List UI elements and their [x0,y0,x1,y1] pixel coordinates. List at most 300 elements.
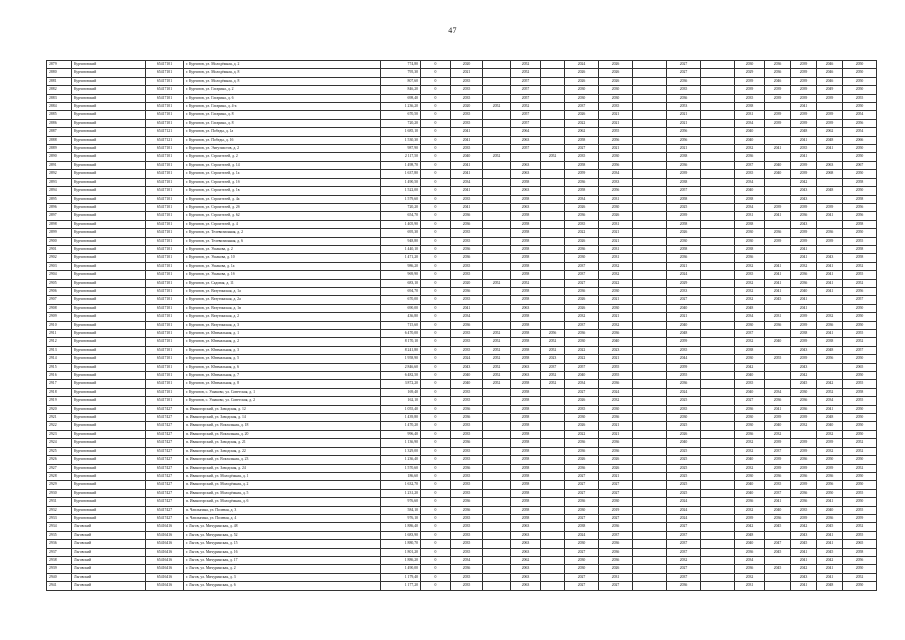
table-cell [633,523,667,531]
table-cell: 2050 [843,414,877,422]
table-cell [701,304,735,312]
table-cell [701,498,735,506]
table-cell: 2052 [483,363,511,371]
table-cell [701,271,735,279]
table-cell: 2036 [565,245,599,253]
table-cell [633,94,667,102]
table-cell: 2032 [735,279,765,287]
table-cell: 2034 [765,388,791,396]
table-cell: 2928 [47,472,72,480]
table-cell: 2927 [47,464,72,472]
table-row [47,556,877,564]
table-row [47,262,877,270]
table-cell: 2022 [565,355,599,363]
table-cell: 2058 [511,212,541,220]
table-cell: 2933 [47,514,72,522]
table-cell: 2041 [791,153,817,161]
table-cell: 2940 [47,573,72,581]
table-cell: 2057 [565,363,599,371]
table-cell [633,77,667,85]
table-cell: 2893 [47,178,72,186]
table-cell: 690,00 [381,304,421,312]
table-cell: 2035 [451,531,483,539]
table-cell: 2058 [511,498,541,506]
table-cell: Курчатовский [72,187,146,195]
table-cell: 2887 [47,128,72,136]
table-cell: 65417101 [146,245,184,253]
table-cell: 2039 [791,481,817,489]
table-cell: 0 [421,304,451,312]
table-cell: Курчатовский [72,245,146,253]
table-cell: 976,60 [381,498,421,506]
table-cell: 2041 [451,187,483,195]
table-cell: 2056 [843,119,877,127]
table-cell: 0 [421,170,451,178]
table-cell: 2039 [817,94,843,102]
table-cell: 2058 [511,220,541,228]
table-cell: 2916 [47,372,72,380]
table-cell: 2914 [47,355,72,363]
table-cell: 186,60 [381,472,421,480]
table-cell: 65417101 [146,355,184,363]
table-cell: 2050 [843,153,877,161]
table-cell: 2030 [791,388,817,396]
table-cell: 2023 [541,355,565,363]
table-cell [633,145,667,153]
table-cell: 2035 [451,262,483,270]
table-cell: 2041 [451,203,483,211]
table-cell [633,304,667,312]
table-cell [483,170,511,178]
table-cell: 2036 [765,514,791,522]
table-cell [483,523,511,531]
table-cell: 2894 [47,187,72,195]
table-cell: 1 886,20 [381,556,421,564]
table-cell [701,355,735,363]
table-cell: 2040 [599,338,633,346]
table-row [47,111,877,119]
table-cell [633,346,667,354]
table-cell: 2041 [765,145,791,153]
table-cell: 2030 [599,498,633,506]
table-cell: Курчатовский [72,405,146,413]
table-cell: 2036 [451,220,483,228]
table-cell: 2026 [599,565,633,573]
table-cell: Курчатовский [72,254,146,262]
table-cell [483,304,511,312]
registry-table [46,60,877,591]
table-cell: 683,10 [381,279,421,287]
table-cell: 0 [421,540,451,548]
table-cell: 2036 [451,254,483,262]
table-cell: 2021 [599,422,633,430]
table-cell [817,103,843,111]
table-row [47,397,877,405]
table-cell: 2040 [765,338,791,346]
table-cell: 65417427 [146,481,184,489]
table-cell: 2038 [565,523,599,531]
table-cell: 2941 [47,582,72,590]
table-cell: 2021 [667,145,701,153]
table-cell [701,119,735,127]
table-cell: г. Льгов, ул. Мичуринская, д. 15 [184,540,381,548]
table-cell [765,304,791,312]
table-cell: Курчатовский [72,61,146,69]
table-cell: г. Курчатов, ул. Строителей, д. 2 [184,153,381,161]
table-cell: 1 880,70 [381,540,421,548]
table-cell [541,472,565,480]
table-cell [483,237,511,245]
table-cell: 2035 [791,145,817,153]
table-cell: 2027 [565,514,599,522]
table-cell: 2901 [47,245,72,253]
table-cell: 2037 [565,262,599,270]
table-cell: 2041 [817,287,843,295]
table-cell: Курчатовский [72,514,146,522]
table-cell [483,77,511,85]
table-cell: 2052 [541,346,565,354]
table-cell: 0 [421,94,451,102]
table-cell: 0 [421,212,451,220]
table-cell [701,514,735,522]
table-cell: 2039 [791,514,817,522]
table-cell [541,111,565,119]
table-cell: 2032 [765,430,791,438]
table-cell: 2037 [667,540,701,548]
table-cell: 2026 [599,464,633,472]
table-cell: 2036 [599,556,633,564]
table-cell: Курчатовский [72,178,146,186]
table-cell: 2030 [565,254,599,262]
table-cell: 654,70 [381,212,421,220]
table-cell [511,153,541,161]
table-cell: 2063 [511,372,541,380]
table-cell: 2025 [667,472,701,480]
table-cell: 2052 [483,372,511,380]
table-cell: 2026 [599,212,633,220]
table-cell: 2030 [667,237,701,245]
table-cell: 2036 [791,212,817,220]
table-row [47,136,877,144]
table-cell: 2043 [791,346,817,354]
table-cell: 2035 [451,271,483,279]
table-row [47,355,877,363]
table-cell: 2036 [791,498,817,506]
table-cell: 2055 [667,372,701,380]
table-cell: 0 [421,330,451,338]
table-cell: Курчатовский [72,456,146,464]
table-cell: 0 [421,363,451,371]
table-cell: 2035 [451,514,483,522]
table-cell: 2032 [817,447,843,455]
table-cell: 0 [421,195,451,203]
table-cell: 2035 [735,380,765,388]
table-cell: 2039 [817,237,843,245]
table-cell: 2058 [511,388,541,396]
table-cell: 2050 [843,321,877,329]
table-cell: 2033 [667,287,701,295]
table-cell: 1 177,20 [381,582,421,590]
table-cell: 0 [421,203,451,211]
table-cell [701,372,735,380]
table-cell: 65417427 [146,498,184,506]
table-cell: 2056 [817,355,843,363]
table-cell [701,313,735,321]
table-cell: 2050 [843,565,877,573]
table-cell: 2034 [565,380,599,388]
table-cell: 2888 [47,136,72,144]
table-cell: 2035 [451,540,483,548]
table-cell: 2037 [565,321,599,329]
table-cell: 0 [421,414,451,422]
table-cell: Льговский [72,548,146,556]
table-cell: 2026 [599,77,633,85]
table-cell: Курчатовский [72,330,146,338]
table-cell: 0 [421,254,451,262]
table-cell: 2038 [735,220,765,228]
table-cell: 2036 [451,212,483,220]
table-cell: 0 [421,119,451,127]
table-cell: 2052 [817,388,843,396]
table-cell [633,321,667,329]
table-cell: 1 637,80 [381,170,421,178]
table-cell: 2063 [511,304,541,312]
table-cell [765,245,791,253]
table-cell [541,456,565,464]
table-cell: 2021 [599,355,633,363]
table-cell: 2037 [541,363,565,371]
table-cell: г. Курчатов, ул. Гагарина, д. 8 [184,111,381,119]
table-cell: 2035 [735,271,765,279]
table-cell: 65417427 [146,405,184,413]
table-cell: Льговский [72,565,146,573]
table-cell: Курчатовский [72,481,146,489]
table-cell: 2040 [735,489,765,497]
table-cell [765,372,791,380]
table-cell: 2890 [47,153,72,161]
table-cell [701,103,735,111]
table-cell: 0 [421,128,451,136]
table-cell: 2058 [511,321,541,329]
table-cell [483,271,511,279]
table-cell: 2027 [565,279,599,287]
table-cell: 2039 [791,439,817,447]
table-cell: 2030 [599,304,633,312]
table-cell [701,203,735,211]
table-cell [483,245,511,253]
table-cell: Льговский [72,582,146,590]
table-cell [483,388,511,396]
table-cell: 2058 [511,195,541,203]
table-cell: 720,20 [381,203,421,211]
table-cell: 2034 [735,556,765,564]
table-cell: 2911 [47,330,72,338]
table-cell: 0 [421,582,451,590]
table-cell [541,103,565,111]
table-cell [633,573,667,581]
table-row [47,481,877,489]
table-cell [633,161,667,169]
table-cell: п. Иваногорский, ул. Молодёжная, д. 1 [184,472,381,480]
table-cell: 1 958,90 [381,355,421,363]
table-cell: 2030 [735,237,765,245]
table-cell: 2038 [791,330,817,338]
table-cell: 2036 [667,94,701,102]
table-cell [633,489,667,497]
table-cell: 65417101 [146,388,184,396]
table-cell: 65417427 [146,472,184,480]
table-cell: 2039 [791,119,817,127]
table-cell: 0 [421,456,451,464]
table-cell: 2027 [565,481,599,489]
table-cell [633,464,667,472]
table-cell: г. Льгов, ул. Мичуринская, д. 16 [184,548,381,556]
table-cell: 2027 [667,565,701,573]
table-cell: 2036 [791,456,817,464]
table-cell [633,582,667,590]
table-cell: 2027 [565,145,599,153]
table-cell [817,178,843,186]
table-cell: 2027 [667,61,701,69]
table-cell: 65417101 [146,119,184,127]
table-cell [633,556,667,564]
table-cell [701,523,735,531]
table-cell: 1 570,60 [381,464,421,472]
table-cell: 2030 [599,287,633,295]
table-cell [483,422,511,430]
table-cell: 65417101 [146,271,184,279]
table-cell: 2036 [565,287,599,295]
table-cell [701,464,735,472]
table-cell: 2036 [599,414,633,422]
table-cell [701,422,735,430]
table-cell: 2039 [765,439,791,447]
table-cell: Курчатовский [72,388,146,396]
table-row [47,212,877,220]
table-cell: г. Курчатов, ул. Энтузиастов, д. 2 [184,145,381,153]
table-cell: 2052 [483,103,511,111]
table-cell [483,565,511,573]
table-cell: 2063 [511,161,541,169]
table-cell: Курчатовский [72,77,146,85]
table-cell: Курчатовский [72,203,146,211]
table-cell: 0 [421,338,451,346]
table-cell [765,346,791,354]
table-cell: 2055 [765,355,791,363]
table-cell: 2050 [843,355,877,363]
table-cell: 2022 [565,430,599,438]
table-cell [701,321,735,329]
table-row [47,346,877,354]
table-cell: 996,40 [381,430,421,438]
table-cell: 65417427 [146,464,184,472]
table-cell: 2902 [47,254,72,262]
table-cell: 2037 [667,531,701,539]
table-cell: Курчатовский [72,170,146,178]
table-cell: 2040 [667,439,701,447]
table-cell [541,61,565,69]
table-row [47,245,877,253]
table-cell: 65417101 [146,61,184,69]
table-cell [541,556,565,564]
table-cell: 2039 [791,161,817,169]
table-cell: 2024 [451,355,483,363]
table-cell: 65417101 [146,296,184,304]
table-cell [483,69,511,77]
table-cell [633,229,667,237]
table-cell: 2021 [599,119,633,127]
table-cell: 695,30 [381,229,421,237]
table-cell: 2026 [565,304,599,312]
table-cell: 0 [421,69,451,77]
table-cell: 2021 [599,472,633,480]
table-cell: 0 [421,506,451,514]
table-cell: 2058 [667,195,701,203]
table-row [47,565,877,573]
table-cell: 2036 [817,321,843,329]
table-cell: 2035 [451,237,483,245]
table-cell: 2062 [511,556,541,564]
table-cell: 2027 [667,296,701,304]
table-cell: 2032 [565,313,599,321]
table-cell [701,582,735,590]
table-cell: 2050 [817,489,843,497]
table-cell: 2058 [667,245,701,253]
table-cell: 65416416 [146,556,184,564]
table-cell: 1 470,20 [381,422,421,430]
table-cell: 2037 [565,271,599,279]
table-cell: 2938 [47,556,72,564]
table-cell: 2035 [451,422,483,430]
table-cell: г. Курчатов, с. Ушаково, ул. Советская, д. 1 [184,388,381,396]
table-cell: 2050 [843,313,877,321]
table-cell: 2039 [791,61,817,69]
table-cell: 2043 [817,254,843,262]
table-cell: 2063 [511,187,541,195]
table-cell: 2032 [791,422,817,430]
table-cell [765,220,791,228]
table-cell [541,229,565,237]
table-cell: 2030 [735,472,765,480]
table-cell: 65416416 [146,523,184,531]
table-cell: г. Курчатов, ул. Строителей, д. 4 [184,220,381,228]
table-cell: 2040 [735,540,765,548]
table-cell: 2024 [667,514,701,522]
table-cell: п. Иваногорский, ул. Молодёжная, д. 2 [184,481,381,489]
table-cell: 2027 [599,481,633,489]
table-cell: г. Курчатов, ул. Телевизионная, д. 2 [184,229,381,237]
table-cell: 65417101 [146,262,184,270]
table-cell [483,481,511,489]
table-cell: 2050 [843,187,877,195]
table-cell: 0 [421,287,451,295]
table-cell: 65417427 [146,514,184,522]
table-cell: 774,80 [381,61,421,69]
table-cell: г. Курчатов, ул. Ювенальная, д. 3 [184,346,381,354]
table-cell: 2026 [667,229,701,237]
table-cell: Курчатовский [72,506,146,514]
table-cell: 2058 [511,489,541,497]
table-cell: 0 [421,220,451,228]
table-cell: 2065 [843,540,877,548]
table-cell [701,86,735,94]
table-cell: 1 632,70 [381,481,421,489]
table-row [47,296,877,304]
table-cell [541,313,565,321]
table-cell: 2063 [817,161,843,169]
table-cell: 2889 [47,145,72,153]
table-cell: 2047 [765,540,791,548]
